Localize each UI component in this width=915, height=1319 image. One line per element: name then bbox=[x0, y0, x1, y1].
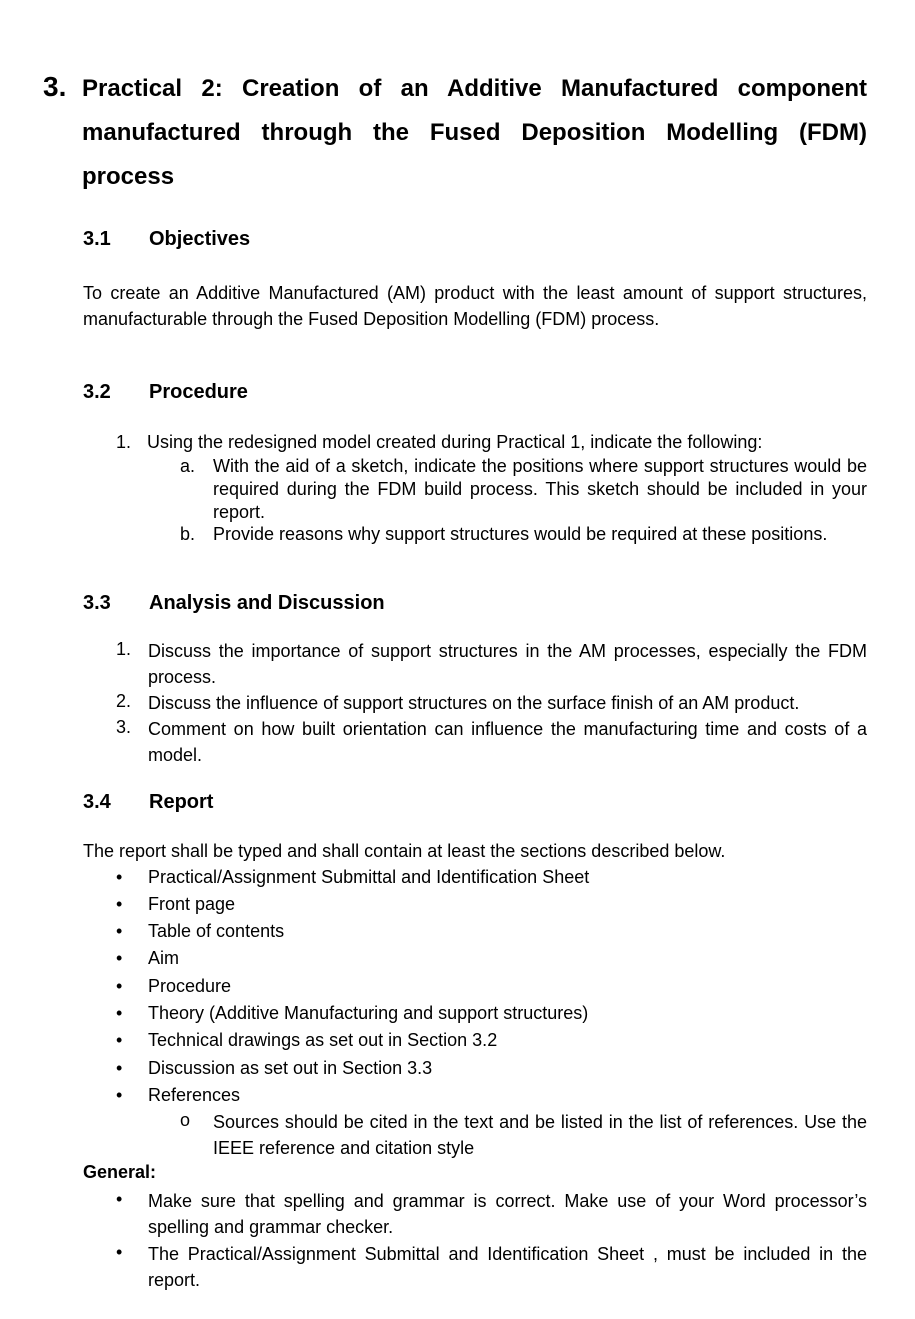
procedure-title: Procedure bbox=[149, 381, 248, 403]
bullet-marker: • bbox=[116, 948, 123, 968]
list-item-text: Discuss the importance of support structures in the AM processes, especially the FDM process. bbox=[148, 641, 867, 687]
bullet-marker: • bbox=[116, 1085, 123, 1105]
list-marker: 1. bbox=[116, 639, 132, 659]
bullet-marker: • bbox=[116, 976, 123, 996]
list-item-text: Discuss the influence of support structures on the surface finish of an AM product. bbox=[148, 693, 800, 713]
list-item-text: Provide reasons why support structures would be required at these positions. bbox=[213, 524, 828, 544]
list-item-text: Sources should be cited in the text and be listed in the list of references. Use the IEEE reference and citation style bbox=[213, 1112, 867, 1158]
bullet-marker: • bbox=[116, 1058, 123, 1078]
report-title: Report bbox=[149, 791, 214, 813]
bullet-marker: • bbox=[116, 921, 123, 941]
objectives-number: 3.1 bbox=[83, 228, 111, 250]
analysis-title: Analysis and Discussion bbox=[149, 592, 385, 614]
list-item-text: With the aid of a sketch, indicate the positions where support structures would be required during the FDM build process. This sketch should be included in your report. bbox=[213, 456, 867, 522]
bullet-marker: • bbox=[116, 1030, 123, 1050]
list-item-text: Using the redesigned model created during Practical 1, indicate the following: bbox=[147, 432, 763, 452]
list-item-text: Make sure that spelling and grammar is correct. Make use of your Word processor’s spelling and grammar checker. bbox=[148, 1191, 867, 1237]
bullet-marker: • bbox=[116, 867, 123, 887]
list-item-text: Practical/Assignment Submittal and Identification Sheet bbox=[148, 867, 590, 887]
list-item-text: The Practical/Assignment Submittal and Identification Sheet , must be included in the report. bbox=[148, 1244, 867, 1290]
list-item-text: Discussion as set out in Section 3.3 bbox=[148, 1058, 433, 1078]
list-marker: 3. bbox=[116, 717, 132, 737]
list-item-text: Table of contents bbox=[148, 921, 285, 941]
list-item-text: Aim bbox=[148, 948, 179, 968]
sub-bullet-marker: o bbox=[180, 1110, 191, 1130]
list-marker: a. bbox=[180, 456, 196, 476]
list-item-text: Theory (Additive Manufacturing and support structures) bbox=[148, 1003, 589, 1023]
objectives-text: To create an Additive Manufactured (AM) product with the least amount of support structures, manufacturable through the Fused Deposition Modelling (FDM) process. bbox=[83, 283, 867, 329]
analysis-number: 3.3 bbox=[83, 592, 111, 614]
bullet-marker: • bbox=[116, 894, 123, 914]
list-item-text: Front page bbox=[148, 894, 236, 914]
objectives-heading bbox=[83, 228, 250, 251]
report-heading bbox=[83, 791, 213, 814]
list-item-text: Technical drawings as set out in Section 3.2 bbox=[148, 1030, 498, 1050]
procedure-number: 3.2 bbox=[83, 381, 111, 403]
section-number: 3. bbox=[43, 71, 67, 102]
bullet-marker: • bbox=[116, 1189, 123, 1209]
list-marker: 1. bbox=[116, 432, 132, 452]
bullet-marker: • bbox=[116, 1003, 123, 1023]
section-title: Practical 2: Creation of an Additive Manufactured component manufactured through the Fused Deposition Modelling (FDM) process bbox=[82, 75, 867, 190]
list-item-text: Comment on how built orientation can influence the manufacturing time and costs of a model. bbox=[148, 719, 867, 765]
general-label: General: bbox=[83, 1162, 157, 1182]
list-item-text: Procedure bbox=[148, 976, 232, 996]
analysis-heading bbox=[83, 592, 385, 615]
objectives-title: Objectives bbox=[149, 228, 251, 250]
report-number: 3.4 bbox=[83, 791, 111, 813]
list-marker: 2. bbox=[116, 691, 132, 711]
bullet-marker: • bbox=[116, 1242, 123, 1262]
list-item-text: References bbox=[148, 1085, 241, 1105]
procedure-heading bbox=[83, 381, 248, 404]
list-marker: b. bbox=[180, 524, 196, 544]
report-intro: The report shall be typed and shall contain at least the sections described below. bbox=[83, 841, 726, 861]
